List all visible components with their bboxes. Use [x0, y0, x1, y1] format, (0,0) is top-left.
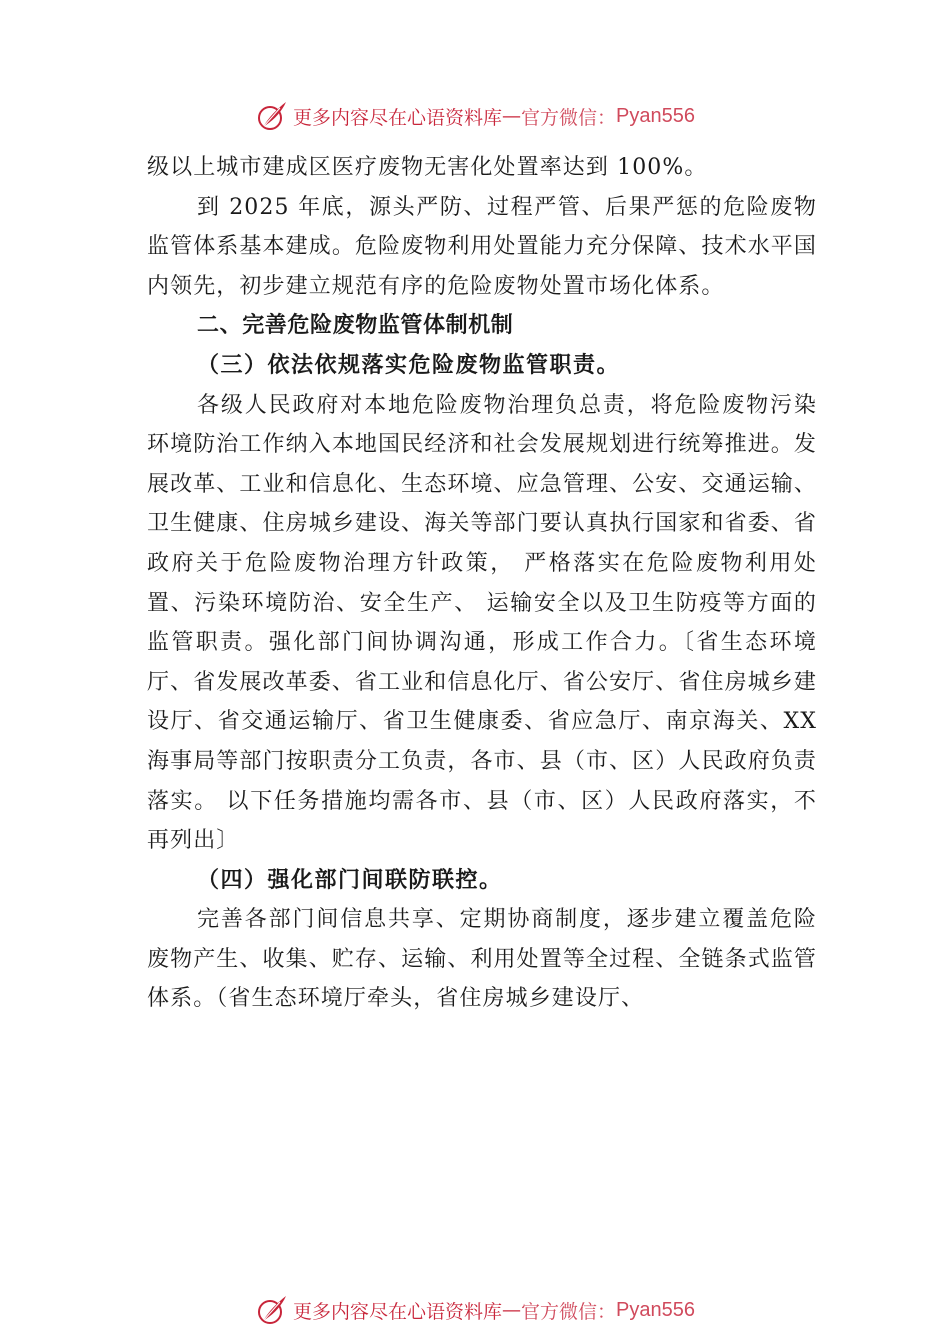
section-heading-2: 二、完善危险废物监管体制机制: [197, 313, 514, 339]
banner-wechat-label: 官方微信：: [521, 1300, 617, 1323]
banner-wechat-label: 官方微信：: [521, 106, 617, 129]
banner-handle: Pyan556: [616, 104, 695, 127]
subsection-4-title: （四）强化部门间联防联控。: [197, 866, 503, 893]
banner-dash: —: [502, 105, 522, 127]
paragraph-continuation: 级以上城市建成区医疗废物无害化处置率达到 100%。: [147, 155, 708, 180]
banner-main-text: 更多内容尽在心语资料库: [293, 1300, 503, 1323]
watermark-banner-bottom: [0, 1290, 950, 1330]
paragraph-joint-control: 完善各部门间信息共享、定期协商制度，逐步建立覆盖危险废物产生、收集、贮存、运输、利用处置等全过程、全链条式监管体系。（省生态环境厅牵头，省住房城乡建设厅、: [147, 907, 817, 1012]
banner-main-text: 更多内容尽在心语资料库: [293, 106, 503, 129]
banner-dash: —: [502, 1299, 522, 1321]
paragraph-responsibilities: 各级人民政府对本地危险废物治理负总责，将危险废物污染环境防治工作纳入本地国民经济和社会发展规划进行统筹推进。发展改革、工业和信息化、生态环境、应急管理、公安、交通运输、卫生健康、住房城乡建设、海关等部门要认真执行国家和省委、省政府关于危险废物治理方针政策， 严格落实在危险废物利用处置、污染环境防治、安全生产、 运输安全以及卫生防疫等方面的监管职责。强化部门间协调沟通，形成工作合力。〔省生态环境厅、省发展改革委、省工业和信息化厅、省公安厅、省住房城乡建设厅、省交通运输厅、省卫生健康委、省应急厅、南京海关、XX 海事局等部门按职责分工负责，各市、县（市、区）人民政府负责落实。 以下任务措施均需各市、县（市、区）人民政府落实，不再列出〕: [147, 392, 817, 854]
paragraph-2025-goal: 到 2025 年底，源头严防、过程严管、后果严惩的危险废物监管体系基本建成。危险废物利用处置能力充分保障、技术水平国内领先，初步建立规范有序的危险废物处置市场化体系。: [147, 194, 817, 299]
watermark-banner-top: [0, 96, 950, 136]
feather-logo-icon: [255, 99, 289, 133]
banner-handle: Pyan556: [616, 1298, 695, 1321]
subsection-3-title: （三）依法依规落实危险废物监管职责。: [197, 351, 621, 378]
feather-logo-icon: [255, 1293, 289, 1327]
document-body: [147, 148, 817, 1019]
